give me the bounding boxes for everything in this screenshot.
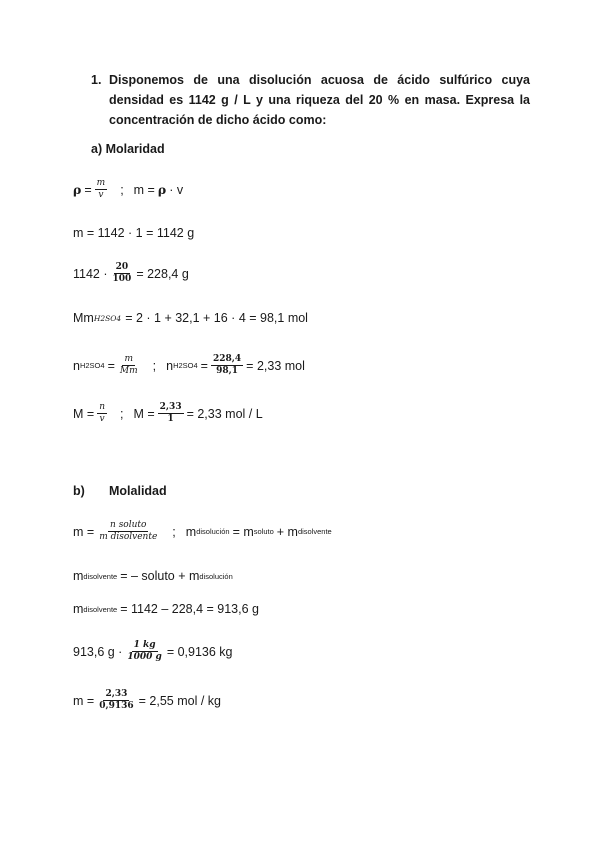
equals: = xyxy=(107,358,115,373)
equation-prefix: 913,6 g · xyxy=(73,644,123,659)
fraction-denominator: 0,9136 xyxy=(99,701,134,711)
fraction-percent xyxy=(111,262,134,285)
fraction-denominator: m disolvente xyxy=(99,532,158,542)
subscript: disolución xyxy=(196,527,230,536)
fraction-numerator: n soluto xyxy=(110,520,147,530)
fraction-denominator: 1 xyxy=(167,414,174,424)
equation-result: = 0,9136 kg xyxy=(166,644,233,659)
fraction-denominator: Mm xyxy=(119,366,138,376)
mass-symbol: m xyxy=(73,569,84,583)
equation-mass-rhs: · v xyxy=(169,182,184,197)
fraction-values xyxy=(158,402,184,425)
equation-result: = 2,33 mol / L xyxy=(186,406,263,421)
separator: ; xyxy=(119,406,124,421)
molality-lhs: m = xyxy=(73,524,95,539)
fraction-kg-over-g xyxy=(125,640,163,663)
fraction-denominator: v xyxy=(98,190,104,200)
equation-molality-def xyxy=(73,520,332,543)
fraction-values xyxy=(97,689,135,712)
question-number: 1. xyxy=(91,73,102,87)
moles-symbol-2: n xyxy=(166,358,174,373)
molar-mass-symbol: Mm xyxy=(73,311,94,325)
equation-result: = 2,33 mol xyxy=(246,358,305,373)
fraction-denominator: v xyxy=(99,414,105,424)
equation-middle: = – soluto + m xyxy=(120,569,200,583)
separator: ; xyxy=(120,182,124,197)
separator: ; xyxy=(172,524,176,539)
subscript: H2SO4 xyxy=(93,313,122,323)
fraction-denominator: 1000 g xyxy=(127,652,162,662)
fraction-values xyxy=(211,354,243,377)
fraction-solute-over-solvent xyxy=(97,520,159,543)
molarity-lhs-2: M = xyxy=(133,406,155,421)
equation-result: = 1142 – 228,4 = 913,6 g xyxy=(120,602,259,616)
density-symbol: ρ xyxy=(73,182,82,197)
fraction-numerator: m xyxy=(96,178,106,188)
equation-solute-mass xyxy=(73,262,189,285)
fraction-n-over-v xyxy=(97,402,107,425)
equation-moles xyxy=(73,354,305,377)
equals: = xyxy=(84,182,92,197)
molality-lhs: m = xyxy=(73,693,95,708)
subscript: H2SO4 xyxy=(79,361,105,370)
fraction-numerator: 20 xyxy=(115,262,129,272)
fraction-numerator: 2,33 xyxy=(105,689,128,699)
equation-result: = 228,4 g xyxy=(136,266,189,281)
fraction-numerator: 1 kg xyxy=(133,640,156,650)
question-line-3: concentración de dicho ácido como: xyxy=(109,113,327,127)
equation-molarity xyxy=(73,402,263,425)
subscript: disolvente xyxy=(83,571,118,581)
part-b-label: b) xyxy=(73,484,85,498)
fraction-denominator: 100 xyxy=(112,274,132,284)
equation-mass: m = 1142 · 1 = 1142 g xyxy=(73,226,195,240)
heading-molalidad: Molalidad xyxy=(109,484,167,498)
equation-molar-mass xyxy=(73,311,308,325)
mass-symbol: m xyxy=(73,602,84,616)
mass-symbol: m xyxy=(185,524,197,539)
subscript: disolución xyxy=(199,571,233,581)
question-line-2: densidad es 1142 g / L y una riqueza del 20 % en masa. Expresa la xyxy=(109,93,530,107)
subscript: soluto xyxy=(253,527,274,536)
equation-kg-conversion xyxy=(73,640,233,663)
equation-density xyxy=(73,178,183,201)
heading-molaridad: a) Molaridad xyxy=(91,142,165,156)
equation-solvent-mass xyxy=(73,569,233,583)
fraction-m-over-mm xyxy=(118,354,140,377)
equation-solvent-value xyxy=(73,602,259,616)
equation-result: = 2,55 mol / kg xyxy=(138,693,221,708)
fraction-numerator: 2,33 xyxy=(159,402,182,412)
fraction-denominator: 98,1 xyxy=(216,366,239,376)
density-symbol-2: ρ xyxy=(157,182,167,197)
separator: ; xyxy=(152,358,157,373)
subscript: disolvente xyxy=(83,604,118,614)
question-line-1: Disponemos de una disolución acuosa de ácido sulfúrico cuya xyxy=(109,73,530,87)
molarity-lhs: M = xyxy=(73,406,95,421)
equals: = xyxy=(200,358,208,373)
equation-prefix: 1142 · xyxy=(73,266,108,281)
subscript: disolvente xyxy=(297,527,332,536)
equation-result: = 2 · 1 + 32,1 + 16 · 4 = 98,1 mol xyxy=(125,311,308,325)
equals-m: = m xyxy=(232,524,254,539)
subscript: H2SO4 xyxy=(173,361,198,370)
fraction-numerator: 228,4 xyxy=(212,354,242,364)
fraction-m-over-v xyxy=(95,178,108,201)
plus-m: + m xyxy=(276,524,298,539)
moles-symbol: n xyxy=(73,358,80,373)
equation-molality-result xyxy=(73,689,221,712)
fraction-numerator: m xyxy=(124,354,134,364)
equation-mass-lhs: m = xyxy=(133,182,155,197)
fraction-numerator: n xyxy=(99,402,105,412)
